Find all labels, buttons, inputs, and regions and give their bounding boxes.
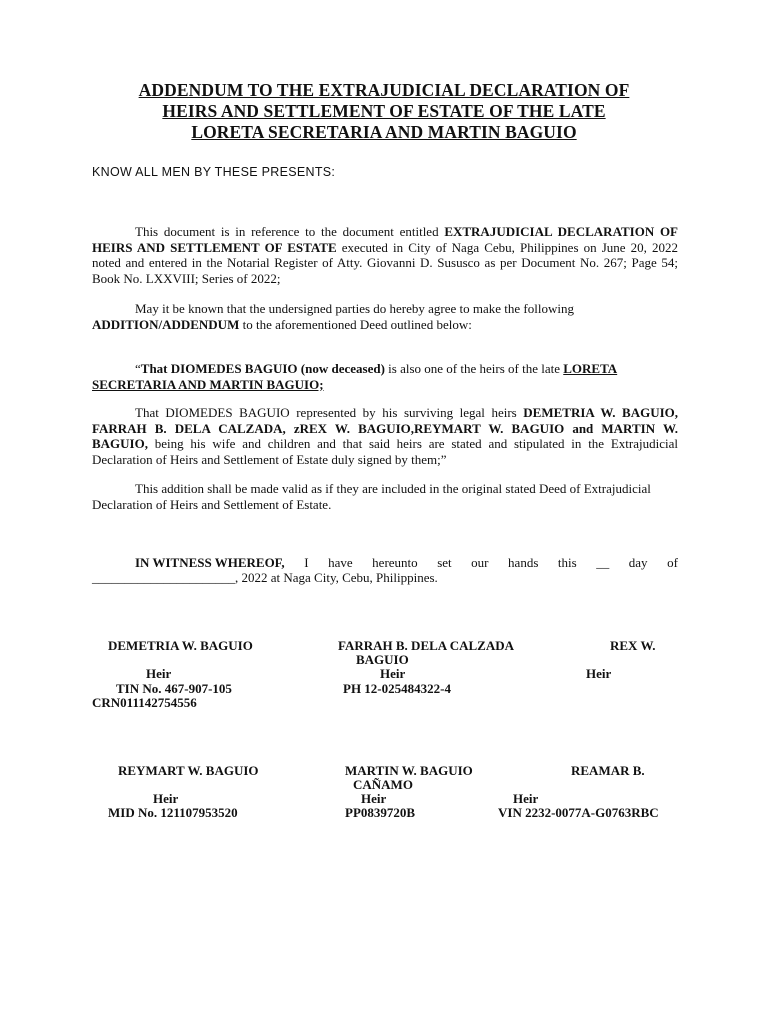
addendum-middle: is also one of the heirs of the late xyxy=(384,361,564,376)
heirs-rest: being his wife and children and that said heirs are stated and stipulated in the Extrajudicial Declaration of Heirs and Settlement of Estate duly signed by them;” xyxy=(92,436,678,467)
witness-word-5: set xyxy=(437,555,452,570)
signatory-martin-id: PP0839720B xyxy=(345,805,416,820)
witness-word-10: day xyxy=(628,555,648,570)
opening-phrase: KNOW ALL MEN BY THESE PRESENTS: xyxy=(92,165,336,179)
heirs-names: DEMETRIA W. BAGUIO, FARRAH B. DELA CALZADA, zREX W. BAGUIO,REYMART W. BAGUIO and MARTIN W. BAGUIO, xyxy=(92,405,679,452)
signatory-rex-name: REX W. xyxy=(610,638,656,653)
signatory-farrah-name-overflow: BAGUIO xyxy=(356,652,409,667)
witness-word-7: hands xyxy=(508,555,539,570)
title-line-2: HEIRS AND SETTLEMENT OF ESTATE OF THE LATE xyxy=(162,101,606,121)
title-line-3: LORETA SECRETARIA AND MARTIN BAGUIO xyxy=(191,122,577,142)
witness-word-4: hereunto xyxy=(372,555,418,570)
signatory-farrah-role: Heir xyxy=(380,666,406,681)
witness-word-1: IN WITNESS WHEREOF, xyxy=(135,555,285,570)
heirs-paragraph xyxy=(92,405,678,467)
validity-paragraph: This addition shall be made valid as if they are included in the original stated Deed of Extrajudicial Declaration of Heirs and Settlement of Estate. xyxy=(92,481,651,512)
signatory-farrah-id: PH 12-025484322-4 xyxy=(343,681,451,696)
signatory-martin-name-overflow: CAÑAMO xyxy=(353,777,413,792)
witness-word-11: of xyxy=(667,555,678,570)
witness-word-8: this xyxy=(557,555,577,570)
signatory-demetria-name: DEMETRIA W. BAGUIO xyxy=(108,638,253,653)
reference-lead: This document is in reference to the document entitled xyxy=(135,224,445,239)
addendum-quote-open: “ xyxy=(135,361,141,376)
signatory-farrah-name: FARRAH B. DELA CALZADA xyxy=(338,638,514,653)
witness-word-3: have xyxy=(328,555,353,570)
signatory-martin-name: MARTIN W. BAGUIO xyxy=(345,763,473,778)
signatory-reamar-name: REAMAR B. xyxy=(571,763,645,778)
signatory-reamar-role: Heir xyxy=(513,791,539,806)
heirs-lead: That DIOMEDES BAGUIO represented by his surviving legal heirs xyxy=(135,405,524,420)
signatory-demetria-role: Heir xyxy=(146,666,172,681)
addendum-deceased-names: LORETA SECRETARIA AND MARTIN BAGUIO; xyxy=(92,361,618,392)
witness-word-6: our xyxy=(471,555,489,570)
reference-rest: executed in City of Naga Cebu, Philippines on June 20, 2022 noted and entered in the Notarial Register of Atty. Giovanni D. Sususco as per Document No. 267; Page 54; Book No. LXXVIII; Series of 2022; xyxy=(92,239,679,286)
agreement-lead: May it be known that the undersigned parties do hereby agree to make the following xyxy=(135,301,574,316)
addendum-bold: That DIOMEDES BAGUIO (now deceased) xyxy=(140,361,385,376)
signatory-demetria-crn: CRN011142754556 xyxy=(92,695,197,710)
signatory-martin-role: Heir xyxy=(361,791,387,806)
signatory-reamar-vin: VIN 2232-0077A-G0763RBC xyxy=(498,805,659,820)
document-title xyxy=(80,80,688,143)
witness-date-line: ______________________, 2022 at Naga City, Cebu, Philippines. xyxy=(92,570,438,585)
agreement-paragraph xyxy=(92,301,678,332)
reference-doc-title: EXTRAJUDICIAL DECLARATION OF HEIRS AND SETTLEMENT OF ESTATE xyxy=(92,224,679,255)
witness-word-2: I xyxy=(304,555,309,570)
addendum-clause xyxy=(92,361,678,392)
signatory-reymart-mid: MID No. 121107953520 xyxy=(108,805,238,820)
agreement-bold: ADDITION/ADDENDUM xyxy=(92,316,240,332)
witness-line xyxy=(92,555,678,571)
signatory-rex-role: Heir xyxy=(586,666,612,681)
reference-paragraph xyxy=(92,224,678,286)
title-line-1: ADDENDUM TO THE EXTRAJUDICIAL DECLARATION OF xyxy=(138,80,630,100)
signatory-reymart-name: REYMART W. BAGUIO xyxy=(118,763,259,778)
witness-word-9: __ xyxy=(596,555,610,570)
signatory-demetria-tin: TIN No. 467-907-105 xyxy=(116,681,232,696)
agreement-rest: to the aforementioned Deed outlined below: xyxy=(239,316,472,332)
signatory-reymart-role: Heir xyxy=(153,791,179,806)
